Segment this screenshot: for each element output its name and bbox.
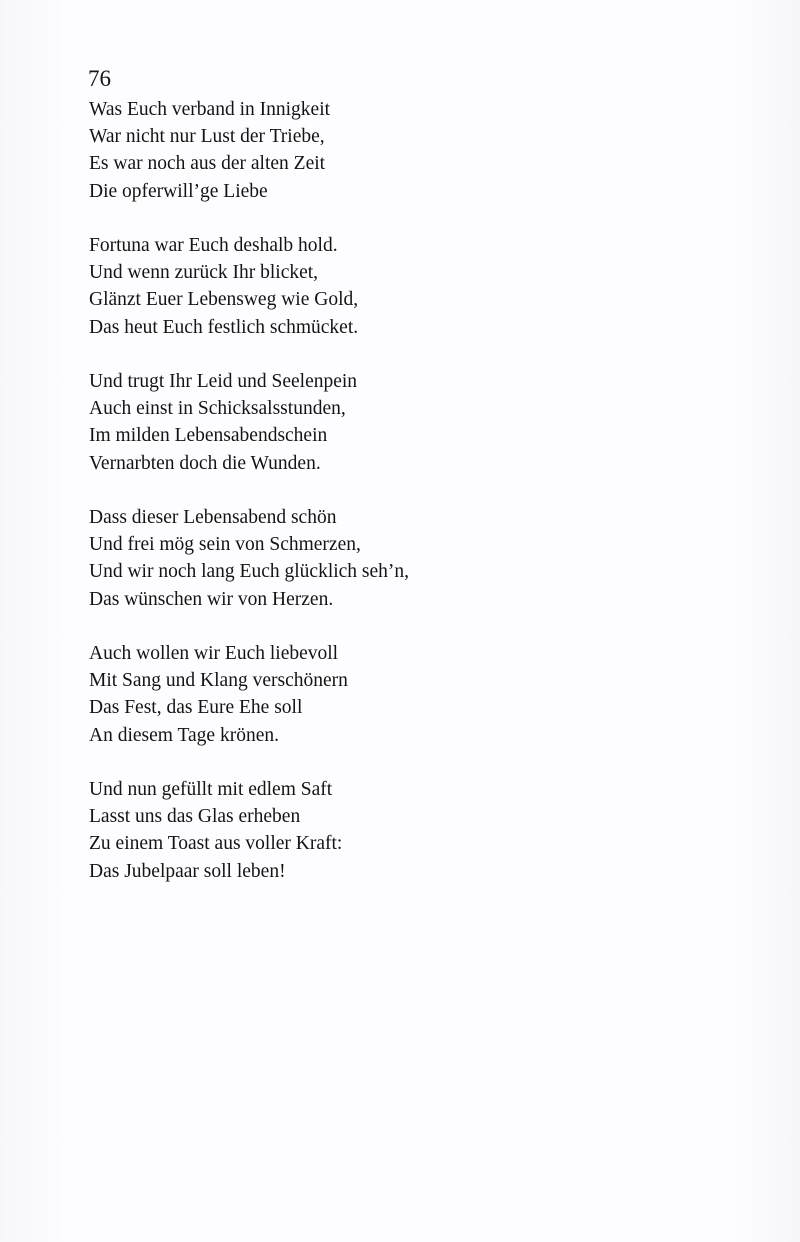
poem-line: Das heut Euch festlich schmücket. bbox=[89, 316, 359, 338]
poem-line: An diesem Tage krönen. bbox=[89, 724, 279, 746]
poem-line: Dass dieser Lebensabend schön bbox=[89, 507, 337, 528]
poem-line: Und wir noch lang Euch glücklich seh’n, bbox=[89, 561, 410, 583]
poem-line: Zu einem Toast aus voller Kraft: bbox=[89, 833, 343, 855]
stanza-4 bbox=[89, 504, 409, 613]
stanza-2 bbox=[89, 232, 409, 341]
poem-line: Das Jubelpaar soll leben! bbox=[89, 860, 286, 882]
poem-line: War nicht nur Lust der Triebe, bbox=[89, 126, 325, 148]
stanza-5 bbox=[89, 640, 409, 749]
poem-line: Lasst uns das Glas erheben bbox=[89, 806, 301, 828]
page-number: 76 bbox=[88, 66, 111, 91]
stanza-6 bbox=[89, 776, 409, 885]
poem-line: Die opferwill’ge Liebe bbox=[89, 180, 268, 202]
poem-line: Im milden Lebensabendschein bbox=[89, 425, 328, 447]
poem-line: Es war noch aus der alten Zeit bbox=[89, 153, 326, 175]
poem-line: Was Euch verband in Innigkeit bbox=[89, 99, 331, 120]
poem-line: Fortuna war Euch deshalb hold. bbox=[89, 235, 338, 256]
poem-line: Das Fest, das Eure Ehe soll bbox=[89, 697, 303, 719]
poem-line: Glänzt Euer Lebensweg wie Gold, bbox=[89, 289, 359, 311]
poem-line: Auch einst in Schicksalsstunden, bbox=[89, 398, 346, 420]
poem-line: Und frei mög sein von Schmerzen, bbox=[89, 534, 361, 556]
stanza-1 bbox=[89, 96, 409, 205]
poem-line: Auch wollen wir Euch liebevoll bbox=[89, 643, 339, 664]
poem-line: Und nun gefüllt mit edlem Saft bbox=[89, 779, 333, 800]
poem-line: Und wenn zurück Ihr blicket, bbox=[89, 262, 319, 284]
poem-line: Das wünschen wir von Herzen. bbox=[89, 588, 334, 610]
poem bbox=[89, 96, 409, 912]
stanza-3 bbox=[89, 368, 409, 477]
poem-line: Mit Sang und Klang verschönern bbox=[89, 670, 348, 692]
poem-line: Vernarbten doch die Wunden. bbox=[89, 452, 321, 474]
poem-line: Und trugt Ihr Leid und Seelenpein bbox=[89, 371, 358, 392]
